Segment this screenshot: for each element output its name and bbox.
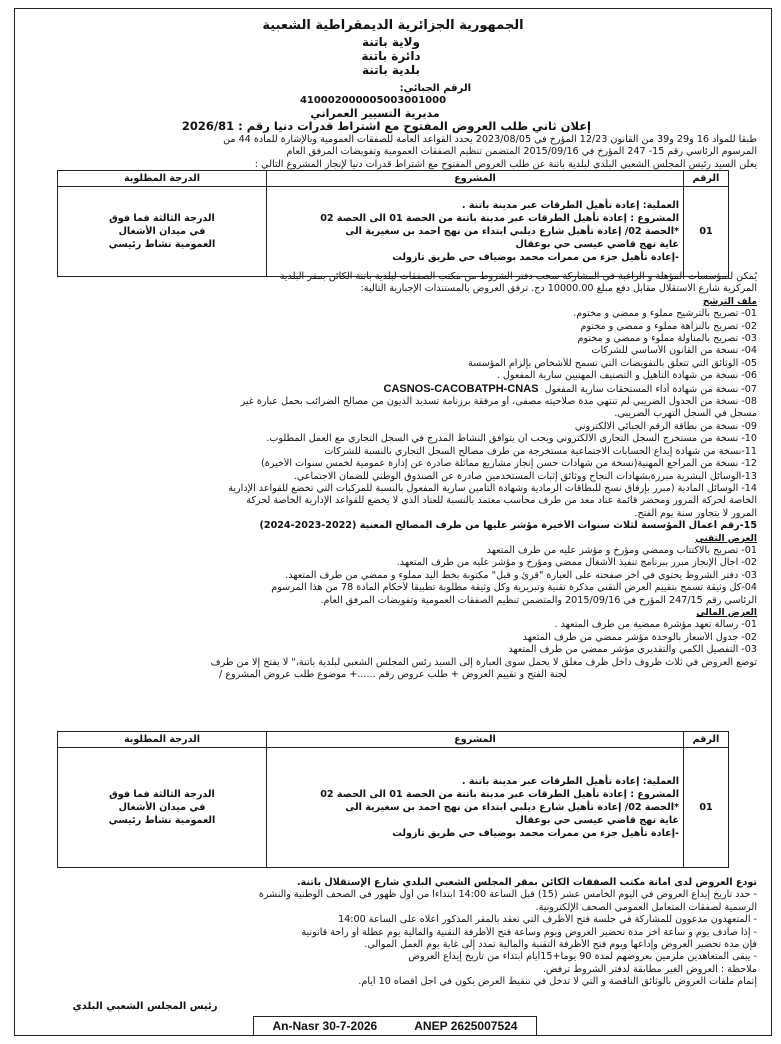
republic-name: الجمهورية الجزائرية الديمقراطية الشعبية (262, 18, 524, 33)
project-description (267, 187, 684, 277)
project-table-2 (57, 731, 729, 868)
required-grade (58, 187, 267, 277)
body-text (29, 271, 757, 681)
col-header-project: المشروع (267, 732, 684, 748)
required-grade (58, 748, 267, 868)
tax-id: 410002000005003001000 (299, 95, 447, 106)
candidacy-item: 05- الوثائق التي تتعلق بالتفويضات التي تسمح للأشخاص بإلزام المؤسسة (467, 357, 757, 369)
financial-label: العرض المالي (696, 607, 757, 618)
col-header-grade: الدرجة المطلوبة (58, 171, 267, 187)
intro-line: يعلن السيد رئيس المجلس الشعبي البلدي لبلدية باتنة عن طلب العروض المفتوح مع اشتراط قدرات دنيا لإنجاز المشروع التالي : (254, 158, 757, 170)
grade-line: في ميدان الأشغال (118, 802, 206, 813)
candidacy-item: 11-نسخة من شهادة إيداع الحسابات الاجتماعية مستخرجة من طرف مصالح السجل التجاري بالنسبة للشركات (324, 445, 757, 457)
project-description (267, 748, 684, 868)
deposit-line: إتمام ملفات العروض بالوثائق الناقصة و التي لا تدخل في تنقيط العرض يكون في اجل أقصاه 10 أيام. (358, 976, 757, 988)
candidacy-item: 15-رقم أعمال المؤسسة لثلاث سنوات الأخيرة مؤشر عليها من طرف المصالح المعنية (2022-2023-2024) (259, 520, 757, 532)
deposit-line: ملاحظة : العروض الغير مطابقة لدفتر الشروط ترفض. (542, 963, 757, 975)
tax-id-label: الرقم الجبائي: (399, 83, 471, 94)
project-line: *الحصة 02/ إعادة تأهيل شارع ديلبي ابتداء من نهج احمد بن سغيرية الى (345, 226, 679, 237)
project-line: غاية نهج قاضي عيسى حي بوعقال (515, 239, 679, 250)
candidacy-item (29, 383, 757, 396)
col-header-project: المشروع (267, 171, 684, 187)
deposit-line: - المتعهدون مدعوون للمشاركة في جلسة فتح الأظرف التي تعقد بالمقر المذكور أعلاه على الساعة 14:00 (338, 914, 757, 926)
candidacy-item: 09- نسخة من بطاقة الرقم الجبائي الالكتروني (574, 420, 757, 432)
anep-ref: ANEP 2625007524 (414, 1019, 518, 1033)
technical-item: 01- تصريح بالاكتتاب وممضي ومؤرخ و مؤشر عليه من طرف المتعهد (486, 544, 757, 556)
grade-line: الدرجة الثالثة فما فوق (109, 213, 215, 224)
technical-item: الرئاسي رقم 247/15 المؤرخ في 2015/09/16 والمتضمن تنظيم الصفقات العمومية وتفويضات المرفق العام. (320, 594, 757, 606)
wilaya: ولاية باتنة (361, 35, 421, 49)
project-line: -إعادة تأهيل جزء من ممرات محمد بوضياف حي طريق تازولت (392, 252, 679, 263)
row-number: 01 (684, 187, 729, 277)
deposit-line: - يبقى المتعاهدين ملزمين بعروضهم لمدة 90 يوما+15أيام ابتداء من تاريخ إيداع العروض (408, 951, 757, 963)
grade-line: العمومية نشاط رئيسي (108, 239, 216, 250)
intro-block (33, 134, 757, 171)
deposit-line: فإن مدة تحضير العروض وإداعها ويوم فتح الأظرفة التقنية والمالية تمدد إلى غاية يوم العمل الموالي. (364, 939, 757, 951)
page-title: إعلان ثاني طلب العروض المفتوح مع اشتراط قدرات دنيا رقم : 2026/81 (181, 119, 591, 133)
eligibility-line: المركزية شارع الاستقلال مقابل دفع مبلغ 10000.00 دج. ترفق العروض بالمستندات الإجبارية التالية: (360, 283, 757, 295)
candidacy-item: 06- نسخة من شهادة التأهيل و التصنيف المهنيين سارية المفعول . (496, 370, 757, 382)
project-table-1 (57, 170, 729, 277)
casnos-label: CASNOS-CACOBATPH-CNAS (383, 382, 539, 395)
publication-footer (253, 1016, 537, 1036)
technical-item: 02- آجال الإنجاز مبرر ببرنامج تنفيذ الأشغال ممضي ومؤرخ و مؤشر عليه من طرف المتعهد. (396, 557, 757, 569)
signature: رئيس المجلس الشعبي البلدي (72, 1001, 218, 1012)
candidacy-label: ملف الترشح (702, 296, 757, 307)
deposit-section (29, 877, 757, 989)
project-line: *الحصة 02/ إعادة تأهيل شارع ديلبي ابتداء من نهج احمد بن سغيرية الى (345, 802, 679, 813)
candidacy-item: 08- نسخة من الجدول الضريبي لم تنتهي مدة صلاحيته مصفى، أو مرفقة برزنامة تسديد الديون من مصالح الضرائب بحمل عبارة غير (240, 396, 757, 408)
deposit-line: الرسمية لصفقات المتعامل العمومي الصحف الإلكترونية. (535, 901, 757, 913)
directorate: مديرية التسيير العمراني (310, 107, 440, 120)
candidacy-item: 13-الوسائل البشرية مبررةبشهادات النجاح ووثائق إثبات المستخدمين صادرة عن الصندوق الوطني للضمان الاجتماعي. (293, 470, 757, 482)
candidacy-item: 01- تصريح بالترشيح مملوء و ممضي و مختوم. (573, 308, 757, 320)
project-line: المشروع : إعادة تأهيل الطرقات عبر مدينة باتنة من الحصة 01 الى الحصة 02 (320, 213, 679, 224)
candidacy-item: مسجل في السجل التهرب الضريبي. (614, 408, 757, 420)
financial-item: 01- رسالة تعهد مؤشرة ممضية من طرف المتعهد . (554, 619, 757, 631)
project-line: -إعادة تأهيل جزء من ممرات محمد بوضياف حي طريق تازولت (392, 828, 679, 839)
project-line: المشروع : إعادة تأهيل الطرقات عبر مدينة باتنة من الحصة 01 الى الحصة 02 (320, 789, 679, 800)
grade-line: العمومية نشاط رئيسي (108, 815, 216, 826)
operation-title: العملية: إعادة تأهيل الطرقات عبر مدينة باتنة . (461, 200, 679, 211)
grade-line: في ميدان الأشغال (118, 226, 206, 237)
envelope-line: توضع العروض في ثلاث ظروف داخل ظرف مغلق لا يحمل سوى العبارة إلى السيد رئس المجلس الشعبي لبلدية باتنة،" لا يفتح إلا من طرف (210, 656, 757, 668)
deposit-line: تودع العروض لدى أمانة مكتب الصفقات الكائن بمقر المجلس الشعبي البلدي شارع الإستقلال باتنة. (296, 877, 757, 888)
deposit-line: - إذا صادف يوم و ساعة آخر مدة تحضير العروض ويوم وساعة فتح الأظرفة التقنية والمالية يوم عطلة أو راحة قانونية (301, 926, 757, 938)
grade-line: الدرجة الثالثة فما فوق (109, 789, 215, 800)
row-number: 01 (684, 748, 729, 868)
financial-item: 03- التفصيل الكمي والتقديري مؤشر ممضي من طرف المتعهد (508, 644, 757, 656)
candidacy-item: 12- نسخة من المراجع المهنية(نسخة من شهادات حسن إنجاز مشاريع مماثلة صادرة عن إدارة عمومية لخمس سنوات الأخيرة) (261, 458, 757, 470)
candidacy-item-text: 07- نسخة من شهادة أداء المستحقات سارية المفعول (544, 383, 757, 395)
newspaper-ref: An-Nasr 30-7-2026 (272, 1019, 378, 1033)
technical-label: العرض التقني (695, 533, 757, 544)
col-header-grade: الدرجة المطلوبة (58, 732, 267, 748)
operation-title: العملية: إعادة تأهيل الطرقات عبر مدينة باتنة . (461, 776, 679, 787)
envelope-line: لجنة الفتح و تقييم العروض + طلب عروض رقم ......+ موضوع طلب عروض المشروع / (219, 669, 567, 680)
col-header-number: الرقم (684, 171, 729, 187)
financial-item: 02- جدول الأسعار بالوحدة مؤشر ممضي من طرف المتعهد (522, 631, 757, 643)
announcement-page (14, 8, 772, 1036)
commune: بلدية باتنة (362, 63, 420, 77)
daira: دائرة باتنة (361, 49, 421, 63)
eligibility-line: يُمكن للمؤسسات المؤهلة و الراغبة في المشاركة سحب دفتر الشروط من مكتب الصفقات لبلدية باتنة الكائن بمقر البلدية (279, 271, 757, 282)
candidacy-item: 04- نسخة من القانون الأساسي للشركات (591, 345, 757, 357)
admin-block (311, 35, 471, 77)
col-header-number: الرقم (684, 732, 729, 748)
official-header (15, 19, 771, 33)
candidacy-item: 10- نسخة من مستخرج السجل التجاري الالكتروني ويجب أن يتوافق النشاط المدرج في السجل التجاري مع العمل المطلوب. (266, 433, 757, 445)
intro-line: المرسوم الرئاسي رقم 15- 247 المؤرخ في 2015/09/16 المتضمن تنظيم الصفقات العمومية وتفويضات المرفق العام (286, 146, 757, 158)
intro-line: طبقا للمواد 16 و29 و39 من القانون 12/23 المؤرخ في 2023/08/05 يحدد القواعد العامة للصفقات العمومية وبالإشارة للمادة 44 من (223, 134, 757, 145)
project-line: غاية نهج قاضي عيسى حي بوعقال (515, 815, 679, 826)
candidacy-item: 02- تصريح بالنزاهة مملوء و ممضي و مختوم (580, 320, 757, 332)
candidacy-item: 14- الوسائل المادية (مبرر بإرفاق نسخ للبطاقات الرمادية وشهادة التأمين سارية المفعول بالنسبة للمركبات التي تخضع للقواعد الإدارية (228, 482, 757, 494)
candidacy-item: المرور لا يتجاوز سنة يوم الفتح. (634, 507, 757, 519)
technical-item: 03- دفتر الشروط يحتوي في آخر صفحته على العبارة "قرئ و قبل" مكتوبة بخط اليد مملوء و ممضي من طرف المتعهد. (285, 569, 757, 581)
deposit-line: - حدد تاريخ إيداع العروض في اليوم الخامس عشر (15) قبل الساعة 14:00 ابتداءا من أول ظهور في الصحف الوطنية والنشرة (258, 889, 757, 901)
technical-item: 04-كل وثيقة تسمح بتقييم العرض التقني مذكرة تقنية وتبريرية وكل وثيقة مطلوبة تطبيقا لأحكام المادة 78 من هذا المرسوم (271, 582, 757, 594)
candidacy-item: الخاصة لحركة المرور ومحضر قائمة عتاد معد من طرف محاسب معتمد بالنسبة للعتاد الذي لا يخضع للقواعد الإدارية الخاصة لحركة (246, 495, 757, 507)
candidacy-item: 03- تصريح بالمناولة مملوء و ممضي و مختوم (577, 333, 757, 345)
